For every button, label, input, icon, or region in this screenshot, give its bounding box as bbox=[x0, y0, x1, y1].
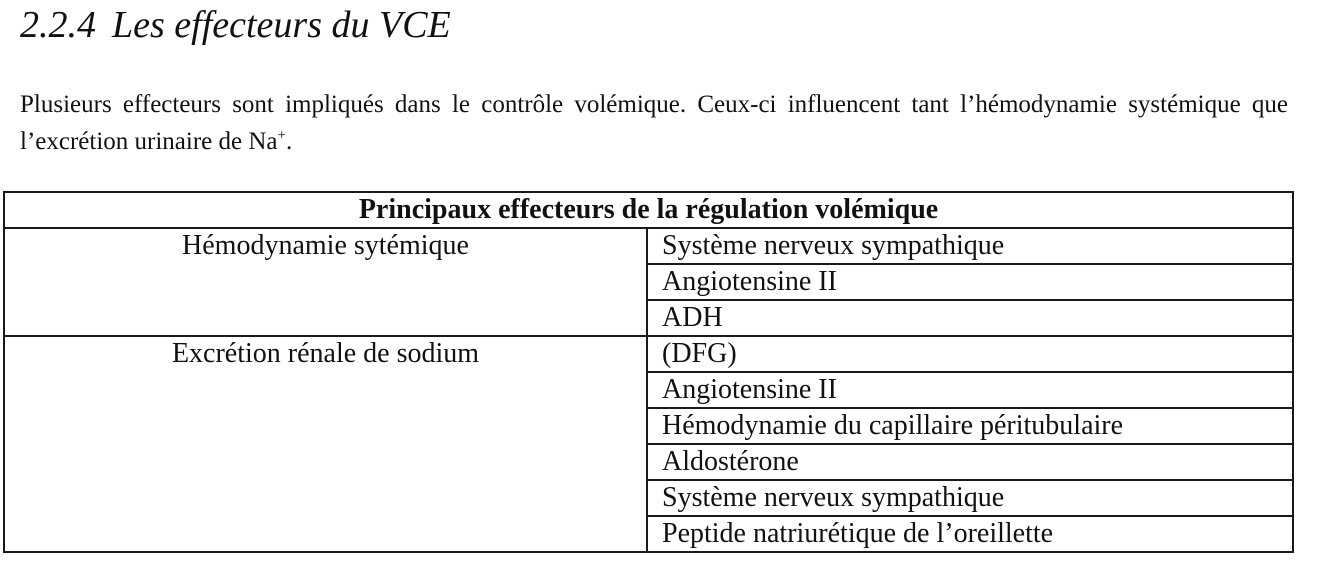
effector-cell: (DFG) bbox=[647, 336, 1293, 372]
effector-cell: Peptide natriurétique de l’oreillette bbox=[647, 516, 1293, 552]
group-label-hemodynamie: Hémodynamie sytémique bbox=[4, 228, 647, 336]
effector-cell: Angiotensine II bbox=[647, 264, 1293, 300]
intro-end: . bbox=[285, 128, 293, 155]
intro-paragraph bbox=[20, 86, 1288, 160]
effector-cell: Système nerveux sympathique bbox=[647, 228, 1293, 264]
table-header-row bbox=[4, 192, 1293, 228]
table-row bbox=[4, 336, 1293, 372]
sodium-charge: + bbox=[277, 127, 286, 144]
section-number: 2.2.4 bbox=[20, 4, 96, 46]
section-heading bbox=[20, 2, 451, 48]
group-label-excretion: Excrétion rénale de sodium bbox=[4, 336, 647, 552]
effector-cell: Angiotensine II bbox=[647, 372, 1293, 408]
effector-cell: Aldostérone bbox=[647, 444, 1293, 480]
section-title: Les effecteurs du VCE bbox=[112, 4, 451, 46]
intro-text: Plusieurs effecteurs sont impliqués dans le contrôle volémique. Ceux-ci influencent tant l’hémodynamie systémique que l’excrétion urinaire de Na bbox=[20, 91, 1288, 155]
effector-cell: Système nerveux sympathique bbox=[647, 480, 1293, 516]
effector-cell: ADH bbox=[647, 300, 1293, 336]
table-caption: Principaux effecteurs de la régulation volémique bbox=[4, 192, 1293, 228]
effector-cell: Hémodynamie du capillaire péritubulaire bbox=[647, 408, 1293, 444]
table-row bbox=[4, 228, 1293, 264]
effectors-table bbox=[3, 191, 1294, 553]
